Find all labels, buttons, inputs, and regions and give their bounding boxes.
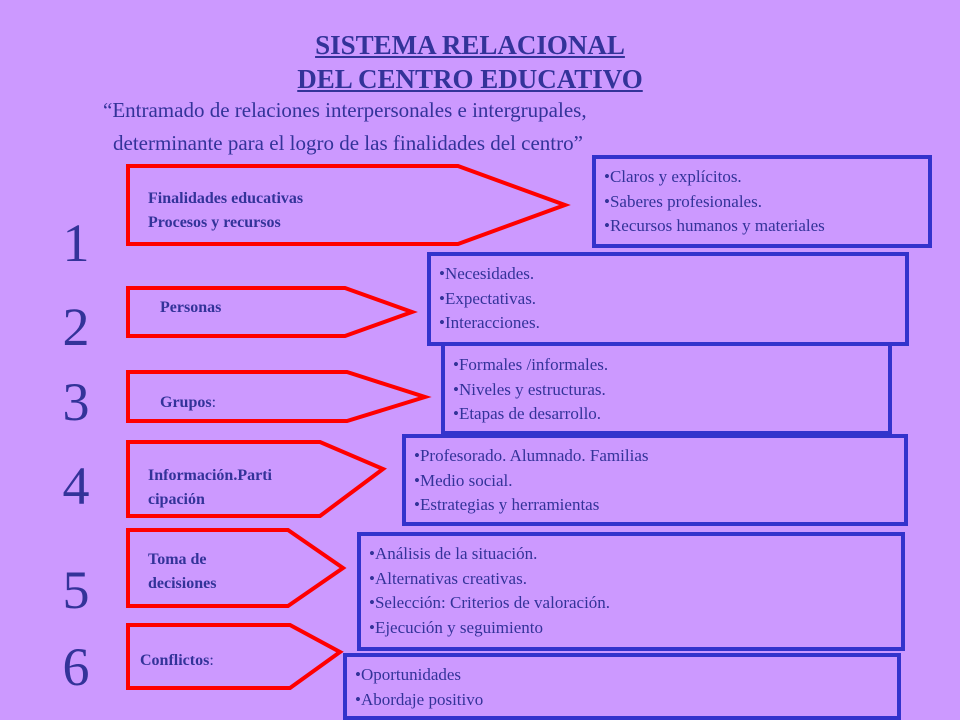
- detail-box-1-item-1: • Claros y explícitos.: [604, 165, 928, 190]
- arrow-label-1: [148, 187, 303, 235]
- row-number-5: 5: [62, 560, 90, 620]
- arrow-label-3: [160, 391, 216, 415]
- arrow-label-3-colon: :: [211, 394, 217, 411]
- detail-box-6: [343, 653, 901, 720]
- detail-box-5-item-2: • Alternativas creativas.: [369, 567, 901, 592]
- detail-box-3-item-2: • Niveles y estructuras.: [453, 378, 888, 403]
- row-number-2: 2: [62, 297, 90, 357]
- arrow-label-3-main: Grupos: [160, 394, 212, 411]
- detail-box-5: [357, 532, 905, 651]
- arrow-label-4: [148, 464, 272, 512]
- detail-box-1-item-3: • Recursos humanos y materiales: [604, 214, 928, 239]
- subtitle-line2: determinante para el logro de las finalidades del centro”: [113, 131, 583, 155]
- detail-box-1-item-2: • Saberes profesionales.: [604, 190, 928, 215]
- slide-title-line1: SISTEMA RELACIONAL: [315, 30, 625, 60]
- arrow-label-4-line2: cipación: [148, 491, 205, 508]
- arrow-label-6-main: Conflictos: [140, 652, 210, 669]
- slide-title-line2: DEL CENTRO EDUCATIVO: [297, 64, 643, 94]
- subtitle-line1: “Entramado de relaciones interpersonales e intergrupales,: [103, 98, 587, 122]
- detail-box-6-item-2: • Abordaje positivo: [355, 688, 897, 713]
- detail-box-5-item-1: • Análisis de la situación.: [369, 542, 901, 567]
- arrow-label-1-line1: Finalidades educativas: [148, 190, 304, 207]
- detail-box-6-item-1: • Oportunidades: [355, 663, 897, 688]
- detail-box-5-item-3: • Selección: Criterios de valoración.: [369, 591, 901, 616]
- detail-box-4-item-1: • Profesorado. Alumnado. Familias: [414, 444, 904, 469]
- detail-box-4-item-3: • Estrategias y herramientas: [414, 493, 904, 518]
- arrow-label-2-line1: Personas: [160, 299, 222, 316]
- arrow-label-5-line1: Toma de: [148, 551, 207, 568]
- detail-box-2-item-1: • Necesidades.: [439, 262, 905, 287]
- detail-box-2-item-3: • Interacciones.: [439, 311, 905, 336]
- row-number-3: 3: [62, 372, 90, 432]
- detail-box-5-item-4: • Ejecución y seguimiento: [369, 616, 901, 641]
- arrow-label-6: [140, 649, 214, 673]
- detail-box-3-item-1: • Formales /informales.: [453, 353, 888, 378]
- arrow-label-4-line1: Información.Parti: [148, 467, 272, 484]
- detail-box-4-item-2: • Medio social.: [414, 469, 904, 494]
- detail-box-2: [427, 252, 909, 346]
- arrow-label-5: [148, 548, 216, 596]
- row-number-4: 4: [62, 456, 90, 516]
- row-number-6: 6: [62, 637, 90, 697]
- arrow-label-1-line2: Procesos y recursos: [148, 214, 281, 231]
- detail-box-3-item-3: • Etapas de desarrollo.: [453, 402, 888, 427]
- detail-box-4: [402, 434, 908, 526]
- row-number-1: 1: [62, 213, 90, 273]
- detail-box-3: [441, 343, 892, 435]
- detail-box-1: [592, 155, 932, 248]
- arrow-label-6-colon: :: [209, 652, 214, 669]
- arrow-label-5-line2: decisiones: [148, 575, 217, 592]
- detail-box-2-item-2: • Expectativas.: [439, 287, 905, 312]
- arrow-label-2: [160, 296, 221, 320]
